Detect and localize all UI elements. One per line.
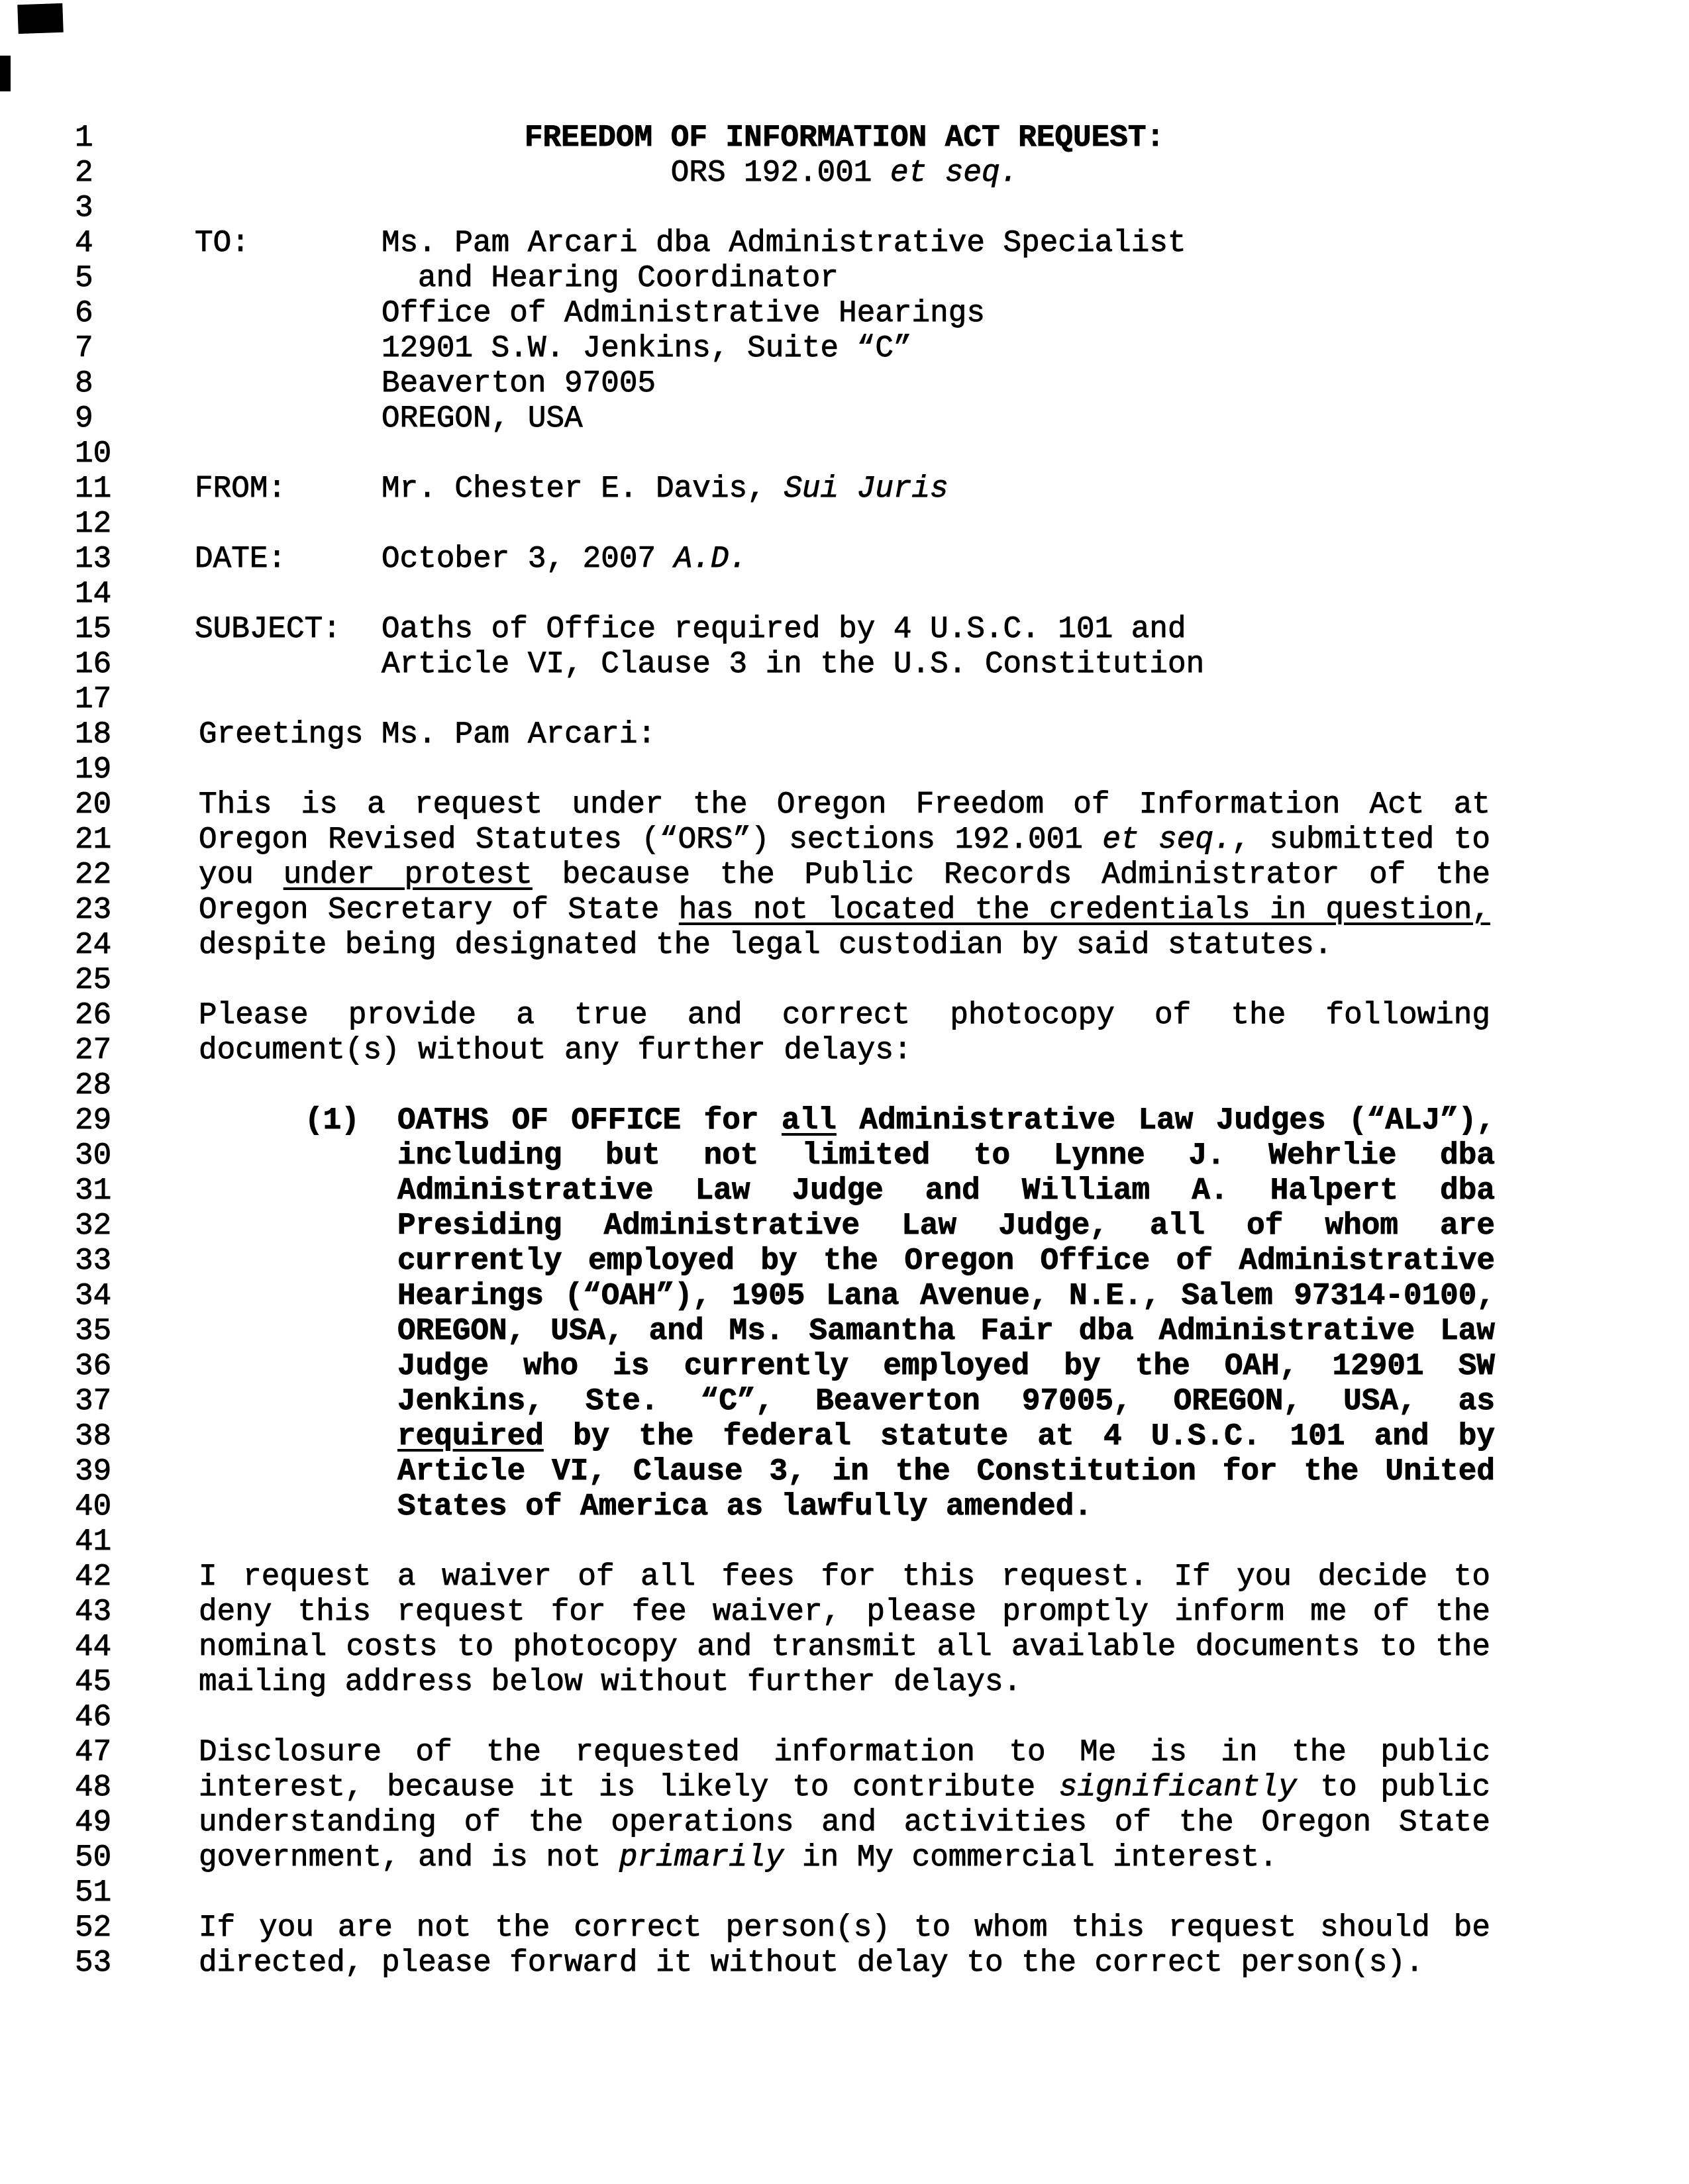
- document-lines: [0, 121, 1689, 1981]
- text-segment: has not located the credentials in question,: [678, 893, 1490, 927]
- text-segment: currently employed by the Oregon Office of Administrative: [397, 1244, 1495, 1278]
- line-text: [382, 647, 1204, 682]
- line-number: 46: [75, 1700, 112, 1734]
- text-segment: Presiding Administrative Law Judge, all of whom are: [397, 1209, 1495, 1243]
- field-label: DATE:: [195, 542, 287, 576]
- line-text: [418, 261, 839, 296]
- line-text: [397, 1103, 1495, 1138]
- line-number: 25: [75, 963, 112, 997]
- document-line: [0, 612, 1689, 647]
- line-text: [397, 1384, 1495, 1419]
- scan-artifact-corner: [17, 3, 63, 34]
- line-text: [199, 998, 1490, 1033]
- text-segment: Oaths of Office required by 4 U.S.C. 101 and: [382, 612, 1186, 646]
- text-segment: Disclosure of the requested information to Me is in the public: [199, 1735, 1490, 1769]
- line-number: 3: [75, 191, 93, 225]
- line-number: 36: [75, 1349, 112, 1383]
- document-line: [0, 156, 1689, 191]
- line-number: 45: [75, 1665, 112, 1699]
- text-segment: OREGON, USA: [382, 401, 583, 436]
- line-number: 53: [75, 1946, 112, 1980]
- document-line: [0, 1209, 1689, 1244]
- line-text: [199, 1911, 1490, 1946]
- document-line: [0, 1875, 1689, 1911]
- line-number: 17: [75, 682, 112, 717]
- text-segment: government, and is not: [199, 1840, 619, 1875]
- document-line: [0, 1524, 1689, 1560]
- line-number: 26: [75, 998, 112, 1032]
- line-number: 11: [75, 472, 112, 506]
- line-number: 8: [75, 366, 93, 401]
- line-text: [397, 1454, 1495, 1489]
- line-text: [397, 1349, 1495, 1384]
- document-line: [0, 1595, 1689, 1630]
- line-text: [199, 1840, 1490, 1875]
- line-number: 44: [75, 1630, 112, 1664]
- line-number: 49: [75, 1805, 112, 1840]
- line-text: [199, 1805, 1490, 1840]
- document-line: [0, 1840, 1689, 1875]
- document-line: [0, 1489, 1689, 1524]
- document-line: [0, 752, 1689, 787]
- line-number: 42: [75, 1560, 112, 1594]
- text-segment: because the Public Records Administrator of the: [532, 858, 1491, 892]
- line-number: 21: [75, 822, 112, 857]
- text-segment: to public: [1296, 1770, 1491, 1805]
- document-line: [0, 1384, 1689, 1419]
- line-number: 34: [75, 1279, 112, 1313]
- text-segment: A.D.: [674, 542, 748, 576]
- line-text: [382, 331, 912, 366]
- line-text: [199, 1735, 1490, 1770]
- line-number: 9: [75, 401, 93, 436]
- document-line: [0, 1630, 1689, 1665]
- line-number: 20: [75, 787, 112, 822]
- line-text: [397, 1489, 1495, 1524]
- text-segment: required: [397, 1419, 544, 1454]
- text-segment: Judge who is currently employed by the OAH, 12901 SW: [397, 1349, 1495, 1383]
- line-text: [397, 1279, 1495, 1314]
- line-number: 51: [75, 1875, 112, 1910]
- line-text: [397, 1244, 1495, 1279]
- document-line: [0, 822, 1689, 858]
- line-text: [199, 717, 1490, 752]
- text-segment: you: [199, 858, 283, 892]
- text-segment: Mr. Chester E. Davis,: [382, 472, 784, 506]
- document-line: [0, 1946, 1689, 1981]
- document-line: [0, 1349, 1689, 1384]
- line-text: [199, 928, 1490, 963]
- document-line: [0, 331, 1689, 366]
- document-line: [0, 682, 1689, 717]
- document-line: [0, 1033, 1689, 1068]
- document-line: [0, 963, 1689, 998]
- line-number: 28: [75, 1068, 112, 1103]
- document-line: [0, 1279, 1689, 1314]
- text-segment: all: [782, 1103, 837, 1138]
- document-line: [0, 1244, 1689, 1279]
- text-segment: Office of Administrative Hearings: [382, 296, 985, 330]
- text-segment: October 3, 2007: [382, 542, 674, 576]
- line-text: [199, 121, 1490, 156]
- document-line: [0, 717, 1689, 752]
- document-line: [0, 998, 1689, 1033]
- line-text: [382, 226, 1186, 261]
- line-number: 7: [75, 331, 93, 366]
- line-number: 39: [75, 1454, 112, 1489]
- line-text: [199, 1770, 1490, 1805]
- document-line: [0, 1103, 1689, 1138]
- text-segment: Ms. Pam Arcari dba Administrative Specialist: [382, 226, 1186, 260]
- text-segment: Oregon Secretary of State: [199, 893, 679, 927]
- text-segment: If you are not the correct person(s) to whom this request should be: [199, 1911, 1490, 1945]
- text-segment: ORS 192.001: [670, 156, 891, 190]
- line-text: [199, 822, 1490, 858]
- document-line: [0, 1454, 1689, 1489]
- text-segment: Beaverton 97005: [382, 366, 656, 401]
- text-segment: in My commercial interest.: [784, 1840, 1278, 1875]
- line-number: 23: [75, 893, 112, 927]
- text-segment: directed, please forward it without delay to the correct person(s).: [199, 1946, 1424, 1980]
- line-number: 33: [75, 1244, 112, 1278]
- line-text: [199, 893, 1490, 928]
- line-text: [199, 1595, 1490, 1630]
- text-segment: Greetings Ms. Pam Arcari:: [199, 717, 656, 752]
- document-line: [0, 787, 1689, 822]
- text-segment: by the federal statute at 4 U.S.C. 101 and by: [543, 1419, 1495, 1454]
- line-number: 16: [75, 647, 112, 681]
- line-text: [199, 156, 1490, 191]
- line-number: 43: [75, 1595, 112, 1629]
- line-text: [382, 401, 583, 436]
- document-line: [0, 1419, 1689, 1454]
- field-label: TO:: [195, 226, 250, 260]
- document-line: [0, 1314, 1689, 1349]
- line-number: 12: [75, 507, 112, 541]
- line-number: 47: [75, 1735, 112, 1769]
- line-text: [199, 1630, 1490, 1665]
- text-segment: OREGON, USA, and Ms. Samantha Fair dba Administrative Law: [397, 1314, 1495, 1348]
- line-number: 24: [75, 928, 112, 962]
- document-line: [0, 858, 1689, 893]
- text-segment: 12901 S.W. Jenkins, Suite “C”: [382, 331, 912, 366]
- document-line: [0, 436, 1689, 472]
- text-segment: Article VI, Clause 3, in the Constitution for the United: [397, 1454, 1495, 1489]
- document-line: [0, 1138, 1689, 1173]
- line-text: [397, 1209, 1495, 1244]
- text-segment: primarily: [619, 1840, 784, 1875]
- line-text: [382, 472, 948, 507]
- line-number: 10: [75, 436, 112, 471]
- document-line: [0, 542, 1689, 577]
- document-line: [0, 1770, 1689, 1805]
- line-text: [199, 787, 1490, 822]
- line-number: 35: [75, 1314, 112, 1348]
- item-marker: (1): [305, 1103, 360, 1138]
- line-number: 14: [75, 577, 112, 611]
- text-segment: Oregon Revised Statutes (“ORS”) sections 192.001: [199, 822, 1103, 857]
- line-number: 52: [75, 1911, 112, 1945]
- scan-artifact-edge: [0, 56, 11, 91]
- text-segment: document(s) without any further delays:: [199, 1033, 912, 1067]
- document-line: [0, 472, 1689, 507]
- line-text: [397, 1138, 1495, 1173]
- line-number: 30: [75, 1138, 112, 1173]
- document-line: [0, 191, 1689, 226]
- document-line: [0, 401, 1689, 436]
- text-segment: mailing address below without further delays.: [199, 1665, 1022, 1699]
- document-line: [0, 226, 1689, 261]
- document-line: [0, 1560, 1689, 1595]
- line-text: [199, 1033, 1490, 1068]
- document-line: [0, 1735, 1689, 1770]
- text-segment: OATHS OF OFFICE for: [397, 1103, 782, 1138]
- document-line: [0, 647, 1689, 682]
- text-segment: Article VI, Clause 3 in the U.S. Constitution: [382, 647, 1205, 681]
- document-line: [0, 366, 1689, 401]
- text-segment: , submitted to: [1231, 822, 1490, 857]
- document-line: [0, 1700, 1689, 1735]
- line-number: 18: [75, 717, 112, 752]
- line-text: [397, 1173, 1495, 1209]
- line-number: 2: [75, 156, 93, 190]
- line-text: [199, 1560, 1490, 1595]
- text-segment: FREEDOM OF INFORMATION ACT REQUEST:: [524, 121, 1165, 155]
- text-segment: under protest: [283, 858, 533, 892]
- document-line: [0, 1805, 1689, 1840]
- line-number: 6: [75, 296, 93, 330]
- field-label: SUBJECT:: [195, 612, 341, 646]
- text-segment: I request a waiver of all fees for this request. If you decide to: [199, 1560, 1490, 1594]
- line-text: [397, 1419, 1495, 1454]
- document-line: [0, 507, 1689, 542]
- line-number: 4: [75, 226, 93, 260]
- line-number: 41: [75, 1524, 112, 1559]
- text-segment: interest, because it is likely to contribute: [199, 1770, 1059, 1805]
- line-number: 27: [75, 1033, 112, 1067]
- document-line: [0, 121, 1689, 156]
- line-number: 29: [75, 1103, 112, 1138]
- line-number: 31: [75, 1173, 112, 1208]
- line-number: 37: [75, 1384, 112, 1418]
- line-number: 19: [75, 752, 112, 787]
- line-text: [382, 612, 1186, 647]
- field-label: FROM:: [195, 472, 287, 506]
- text-segment: deny this request for fee waiver, please promptly inform me of the: [199, 1595, 1490, 1629]
- text-segment: States of America as lawfully amended.: [397, 1489, 1092, 1524]
- line-number: 15: [75, 612, 112, 646]
- text-segment: et seq.: [1102, 822, 1232, 857]
- text-segment: significantly: [1058, 1770, 1297, 1805]
- line-number: 38: [75, 1419, 112, 1454]
- line-number: 13: [75, 542, 112, 576]
- document-line: [0, 1173, 1689, 1209]
- line-number: 48: [75, 1770, 112, 1805]
- line-text: [382, 542, 747, 577]
- text-segment: Jenkins, Ste. “C”, Beaverton 97005, OREGON, USA, as: [397, 1384, 1495, 1418]
- document-line: [0, 1665, 1689, 1700]
- text-segment: et seq.: [890, 156, 1019, 190]
- line-text: [382, 366, 656, 401]
- text-segment: Sui Juris: [784, 472, 948, 506]
- document-line: [0, 928, 1689, 963]
- text-segment: understanding of the operations and activities of the Oregon State: [199, 1805, 1490, 1840]
- line-number: 32: [75, 1209, 112, 1243]
- text-segment: despite being designated the legal custodian by said statutes.: [199, 928, 1333, 962]
- document-line: [0, 577, 1689, 612]
- document-line: [0, 261, 1689, 296]
- line-number: 22: [75, 858, 112, 892]
- line-text: [397, 1314, 1495, 1349]
- text-segment: Administrative Law Judge and William A. Halpert dba: [397, 1173, 1495, 1208]
- line-text: [199, 1946, 1490, 1981]
- text-segment: and Hearing Coordinator: [418, 261, 839, 295]
- text-segment: This is a request under the Oregon Freedom of Information Act at: [199, 787, 1490, 822]
- line-text: [199, 1665, 1490, 1700]
- text-segment: Please provide a true and correct photocopy of the following: [199, 998, 1490, 1032]
- document-line: [0, 1068, 1689, 1103]
- document-line: [0, 1911, 1689, 1946]
- text-segment: Hearings (“OAH”), 1905 Lana Avenue, N.E., Salem 97314-0100,: [397, 1279, 1495, 1313]
- line-number: 50: [75, 1840, 112, 1875]
- line-text: [382, 296, 985, 331]
- line-text: [199, 858, 1490, 893]
- text-segment: nominal costs to photocopy and transmit all available documents to the: [199, 1630, 1490, 1664]
- line-number: 1: [75, 121, 93, 155]
- text-segment: including but not limited to Lynne J. Wehrlie dba: [397, 1138, 1495, 1173]
- document-line: [0, 893, 1689, 928]
- line-number: 5: [75, 261, 93, 295]
- line-number: 40: [75, 1489, 112, 1524]
- document-line: [0, 296, 1689, 331]
- text-segment: Administrative Law Judges (“ALJ”),: [836, 1103, 1495, 1138]
